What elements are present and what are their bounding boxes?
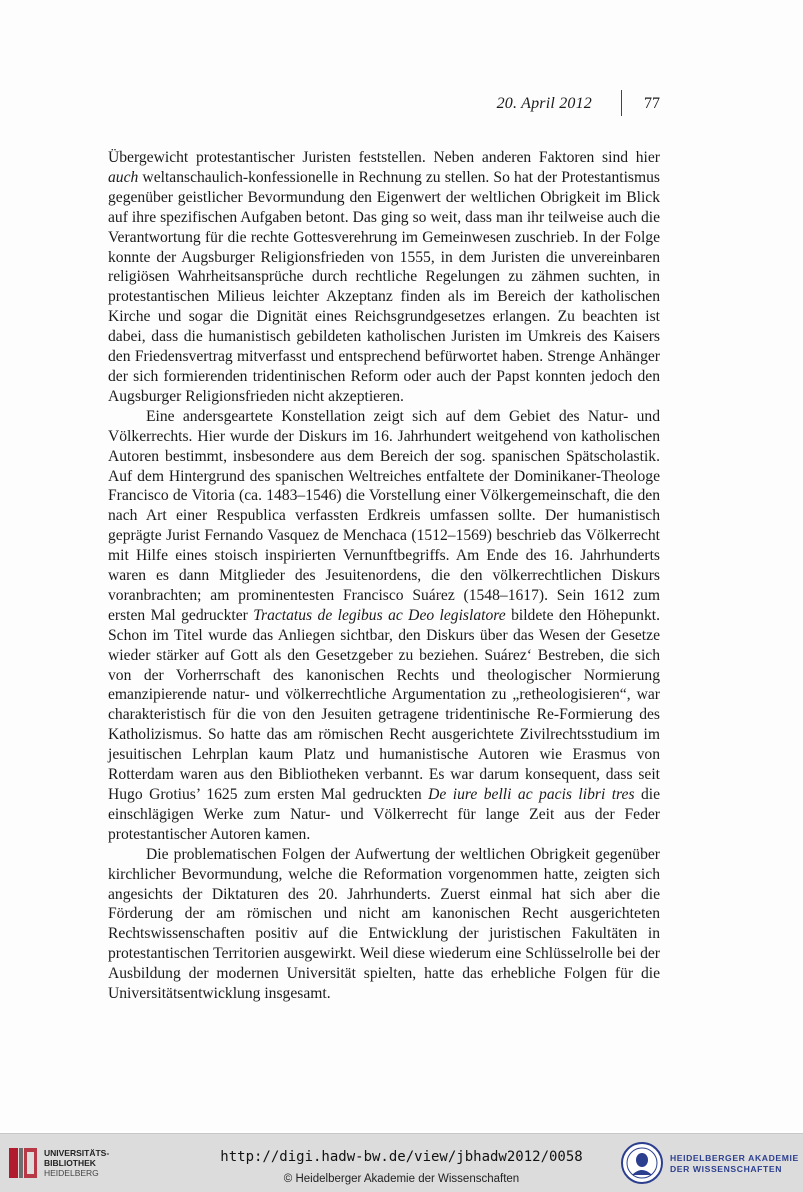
running-header-divider <box>621 90 622 116</box>
paragraph-2 <box>108 407 660 845</box>
paragraph-1-text-b: weltanschaulich-konfessionelle in Rechnung zu stellen. So hat der Protestantismus gegenüber geistlicher Bevormundung den Eigenwert der weltlichen Obrigkeit im Blick auf ihre spezifischen Aufgaben betont. Das ging so weit, dass man ihr teilweise auch die Verantwortung für die rechte Gottesverehrung im Gemeinwesen zuschrieb. In der Folge konnte der Augsburger Religionsfrieden von 1555, in dem Juristen die unvereinbaren religiösen Wahrheitsansprüche durch rechtliche Regelungen zu zähmen suchten, in protestantischen Milieus leichter Akzeptanz finden als im Bereich der katholischen Kirche und sogar die Dignität eines Reichsgrundgesetzes erlangen. Zu beachten ist dabei, dass die humanistisch gebildeten katholischen Juristen im Umkreis des Kaisers den Friedensvertrag mitverfasst und entsprechend befürwortet haben. Strenge Anhänger der sich formierenden tridentinischen Reform oder auch der Papst konnten jedoch den Augsburger Religionsfrieden nicht akzeptieren. <box>108 168 660 405</box>
hadw-logo-line-2: DER WISSENSCHAFTEN <box>670 1164 783 1174</box>
paragraph-3-text: Die problematischen Folgen der Aufwertung der weltlichen Obrigkeit gegenüber kirchlicher Bevormundung, welche die Reformation vorgenommen hatte, zeigten sich angesichts der Diktaturen des 20. Jahrhunderts. Zuerst einmal hat sich aber die Förderung der am römischen und nicht am kanonischen Recht ausgerichteten Rechtswissenschaften positiv auf die Entwicklung der juristischen Fakultäten in protestantischen Territorien ausgewirkt. Weil diese wiederum eine Schlüsselrolle bei der Ausbildung der modernen Universität spielten, hatte das erhebliche Folgen für die Universitätsentwicklung insgesamt. <box>108 845 660 1003</box>
page-number: 77 <box>644 95 660 112</box>
hadw-seal-icon <box>620 1141 664 1185</box>
hadw-logo[interactable] <box>620 1141 800 1187</box>
permalink-url[interactable]: http://digi.hadw-bw.de/view/jbhadw2012/0058 <box>220 1149 583 1165</box>
ub-logo-line-2: BIBLIOTHEK <box>44 1158 96 1168</box>
footer-bar <box>0 1133 803 1192</box>
running-header-date: 20. April 2012 <box>496 95 592 112</box>
paragraph-1-text-a: Übergewicht protestantischer Juristen feststellen. Neben anderen Faktoren sind hier <box>108 149 660 166</box>
body-text <box>108 148 660 1004</box>
paragraph-3 <box>108 845 660 1004</box>
ub-logo-line-1: UNIVERSITÄTS- <box>44 1148 110 1158</box>
paragraph-2-title-de-iure: De iure belli ac pacis libri tres <box>428 786 635 803</box>
paragraph-2-title-tractatus: Tractatus de legibus ac Deo legislatore <box>253 606 506 624</box>
paragraph-2-text-c: die einschlägigen Werke zum Natur- und Völkerrecht für lange Zeit aus der Feder protestantischer Autoren kamen. <box>108 786 661 843</box>
paragraph-1-emphasis: auch <box>108 168 139 186</box>
hadw-logo-line-1: HEIDELBERGER AKADEMIE <box>670 1153 799 1163</box>
paragraph-2-text-a: Eine andersgeartete Konstellation zeigt sich auf dem Gebiet des Natur- und Völkerrechts. Hier wurde der Diskurs im 16. Jahrhundert weitgehend von katholischen Autoren bestimmt, insbesondere aus dem Bereich der sog. spanischen Spätscholastik. Auf dem Hintergrund des spanischen Weltreiches entfaltete der Dominikaner-Theologe Francisco de Vitoria (ca. 1483–1546) die Vorstellung einer Völkergemeinschaft, die den nach Art einer Respublica verfassten Erdkreis umfassen sollte. Der humanistisch geprägte Jurist Fernando Vasquez de Menchaca (1512–1569) beschrieb das Völkerrecht mit Hilfe eines stoisch inspirierten Vernunftbegriffs. Am Ende des 16. Jahrhunderts waren es dann Mitglieder des Jesuitenordens, die den völkerrechtlichen Diskurs voranbrachten; am prominentesten Francisco Suárez (1548–1617). Sein 1612 zum ersten Mal gedruckter <box>108 407 660 624</box>
paragraph-2-text-b: bildete den Höhepunkt. Schon im Titel wurde das Anliegen sichtbar, den Diskurs über das Wesen der Gesetze wieder stärker auf Gott als den Gesetzgeber zu beziehen. Suárez‘ Bestreben, die sich von der Vorherrschaft des kanonischen Rechts und theologischer Normierung emanzipierende natur- und völkerrechtliche Argumentation zu „retheologisieren“, war charakteristisch für die von den Jesuiten getragene tridentinische Re-Formierung des Katholizismus. So hatte das am römischen Recht ausgerichtete Zivilrechtsstudium im jesuitischen Lehrplan kaum Platz und humanistische Autoren wie Erasmus von Rotterdam waren aus den Bibliotheken verbannt. Es war darum konsequent, dass seit Hugo Grotius’ 1625 zum ersten Mal gedruckten <box>108 606 661 803</box>
hadw-logo-text <box>670 1153 799 1175</box>
paragraph-1 <box>108 148 660 407</box>
ub-logo-line-3: HEIDELBERG <box>44 1168 99 1178</box>
copyright-notice: © Heidelberger Akademie der Wissenschaften <box>283 1173 520 1185</box>
